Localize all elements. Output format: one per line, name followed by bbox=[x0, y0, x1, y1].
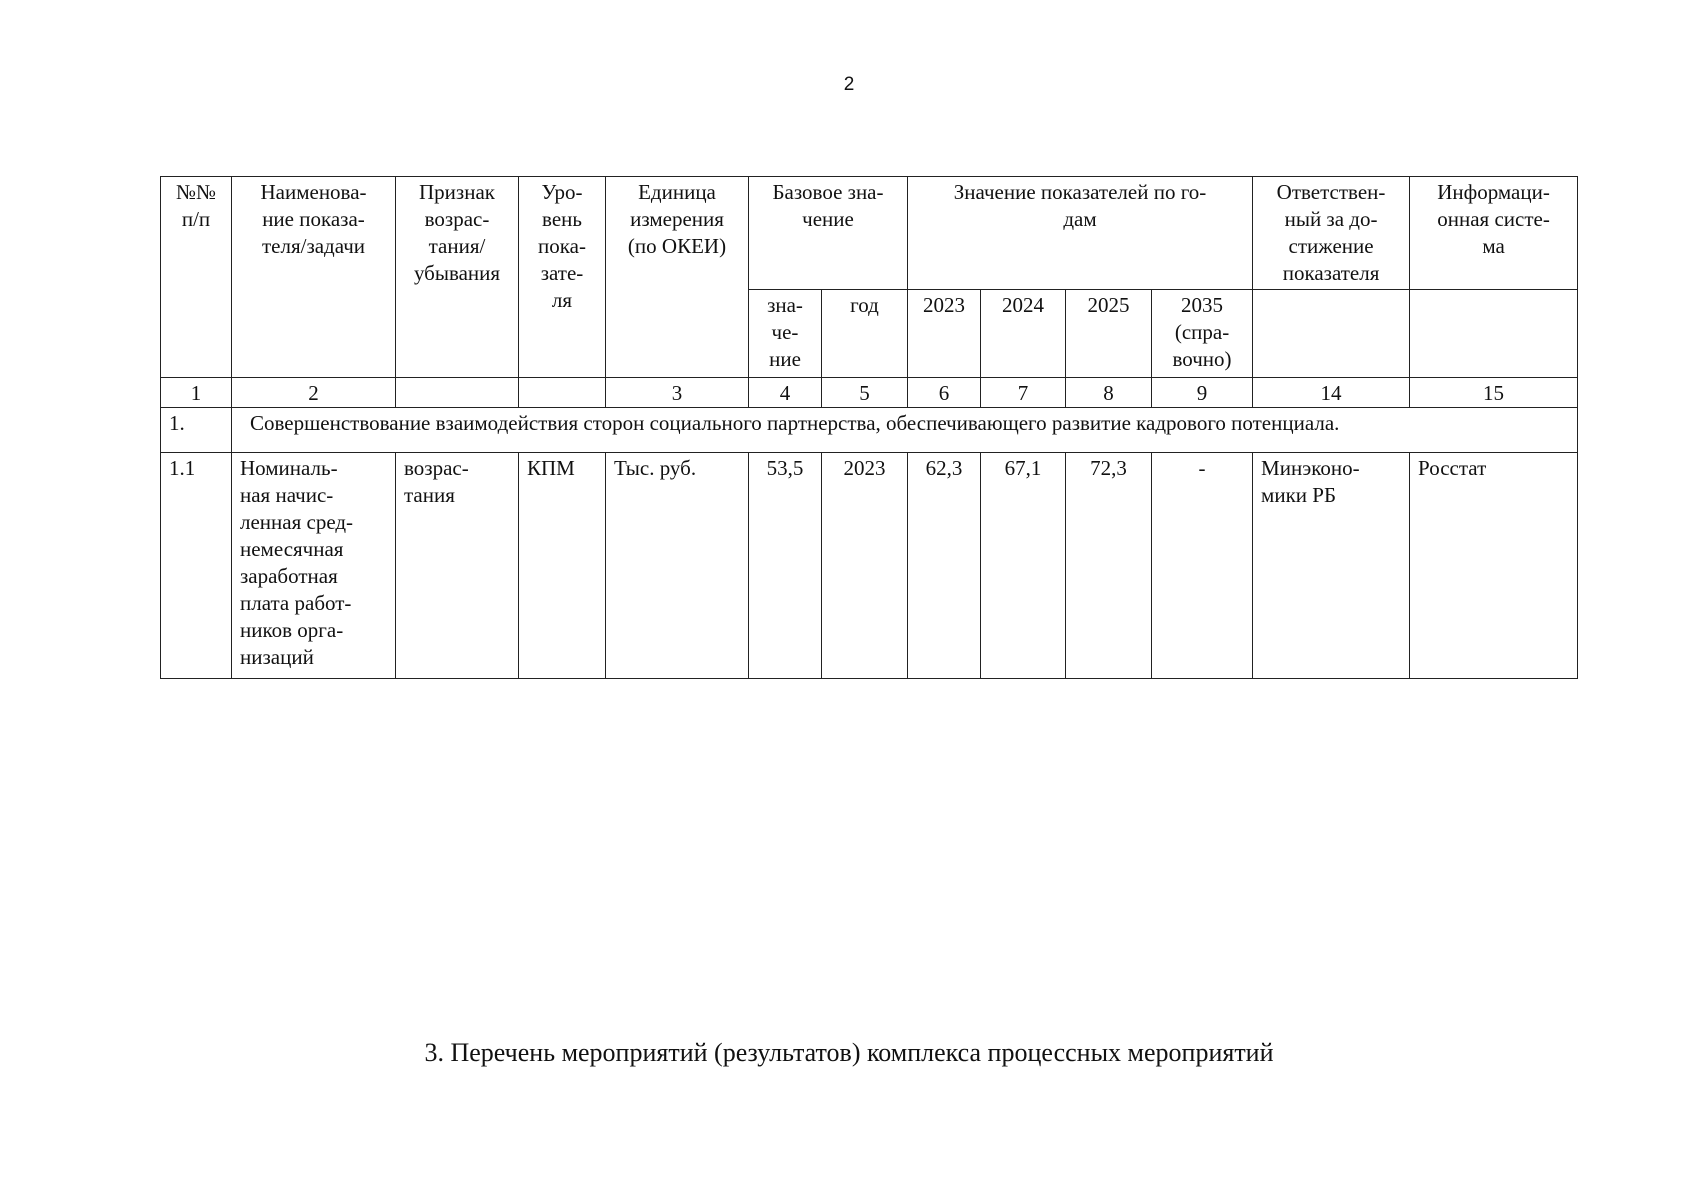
header-base-year: год bbox=[822, 290, 908, 378]
column-numbers-row bbox=[161, 378, 1578, 408]
row-info-system: Росстат bbox=[1410, 453, 1578, 679]
row-base-year: 2023 bbox=[822, 453, 908, 679]
column-number: 5 bbox=[822, 378, 908, 408]
column-number: 8 bbox=[1066, 378, 1152, 408]
row-value-2023: 62,3 bbox=[908, 453, 981, 679]
header-trend-sign: Признак возрас- тания/ убывания bbox=[396, 177, 519, 378]
section-title-cell: Совершенствование взаимодействия сторон социального партнерства, обеспечивающего развитие кадрового потенциала. bbox=[232, 408, 1578, 453]
column-number: 2 bbox=[232, 378, 396, 408]
header-base-value: Базовое зна- чение bbox=[749, 177, 908, 290]
row-num: 1.1 bbox=[161, 453, 232, 679]
column-number bbox=[396, 378, 519, 408]
header-year-2035: 2035 (спра- вочно) bbox=[1152, 290, 1253, 378]
row-indicator-name: Номиналь- ная начис- ленная сред- немесячная заработная плата работ- ников орга- низаций bbox=[232, 453, 396, 679]
section-heading: 3. Перечень мероприятий (результатов) комплекса процессных мероприятий bbox=[424, 1038, 1274, 1067]
header-indicator-name: Наименова- ние показа- теля/задачи bbox=[232, 177, 396, 378]
header-indicator-level: Уро- вень пока- зате- ля bbox=[519, 177, 606, 378]
header-info-system-empty bbox=[1410, 290, 1578, 378]
column-number: 3 bbox=[606, 378, 749, 408]
row-unit: Тыс. руб. bbox=[606, 453, 749, 679]
indicators-table bbox=[160, 176, 1578, 679]
header-year-2024: 2024 bbox=[981, 290, 1066, 378]
column-number: 7 bbox=[981, 378, 1066, 408]
header-values-by-year: Значение показателей по го- дам bbox=[908, 177, 1253, 290]
header-responsible-empty bbox=[1253, 290, 1410, 378]
row-value-2024: 67,1 bbox=[981, 453, 1066, 679]
header-responsible: Ответствен- ный за до- стижение показателя bbox=[1253, 177, 1410, 290]
row-base-value: 53,5 bbox=[749, 453, 822, 679]
row-value-2025: 72,3 bbox=[1066, 453, 1152, 679]
row-trend-sign: возрас- тания bbox=[396, 453, 519, 679]
column-number: 15 bbox=[1410, 378, 1578, 408]
header-unit: Единица измерения (по ОКЕИ) bbox=[606, 177, 749, 378]
column-number: 9 bbox=[1152, 378, 1253, 408]
row-value-2035: - bbox=[1152, 453, 1253, 679]
row-responsible: Минэконо- мики РБ bbox=[1253, 453, 1410, 679]
header-info-system: Информаци- онная систе- ма bbox=[1410, 177, 1578, 290]
table-row bbox=[161, 453, 1578, 679]
column-number bbox=[519, 378, 606, 408]
section-row bbox=[161, 408, 1578, 453]
row-indicator-level: КПМ bbox=[519, 453, 606, 679]
header-num: №№ п/п bbox=[161, 177, 232, 378]
column-number: 14 bbox=[1253, 378, 1410, 408]
column-number: 6 bbox=[908, 378, 981, 408]
page-number: 2 bbox=[843, 74, 855, 95]
section-num: 1. bbox=[161, 408, 232, 453]
column-number: 1 bbox=[161, 378, 232, 408]
header-base-value-value: зна- че- ние bbox=[749, 290, 822, 378]
header-year-2023: 2023 bbox=[908, 290, 981, 378]
header-year-2025: 2025 bbox=[1066, 290, 1152, 378]
column-number: 4 bbox=[749, 378, 822, 408]
